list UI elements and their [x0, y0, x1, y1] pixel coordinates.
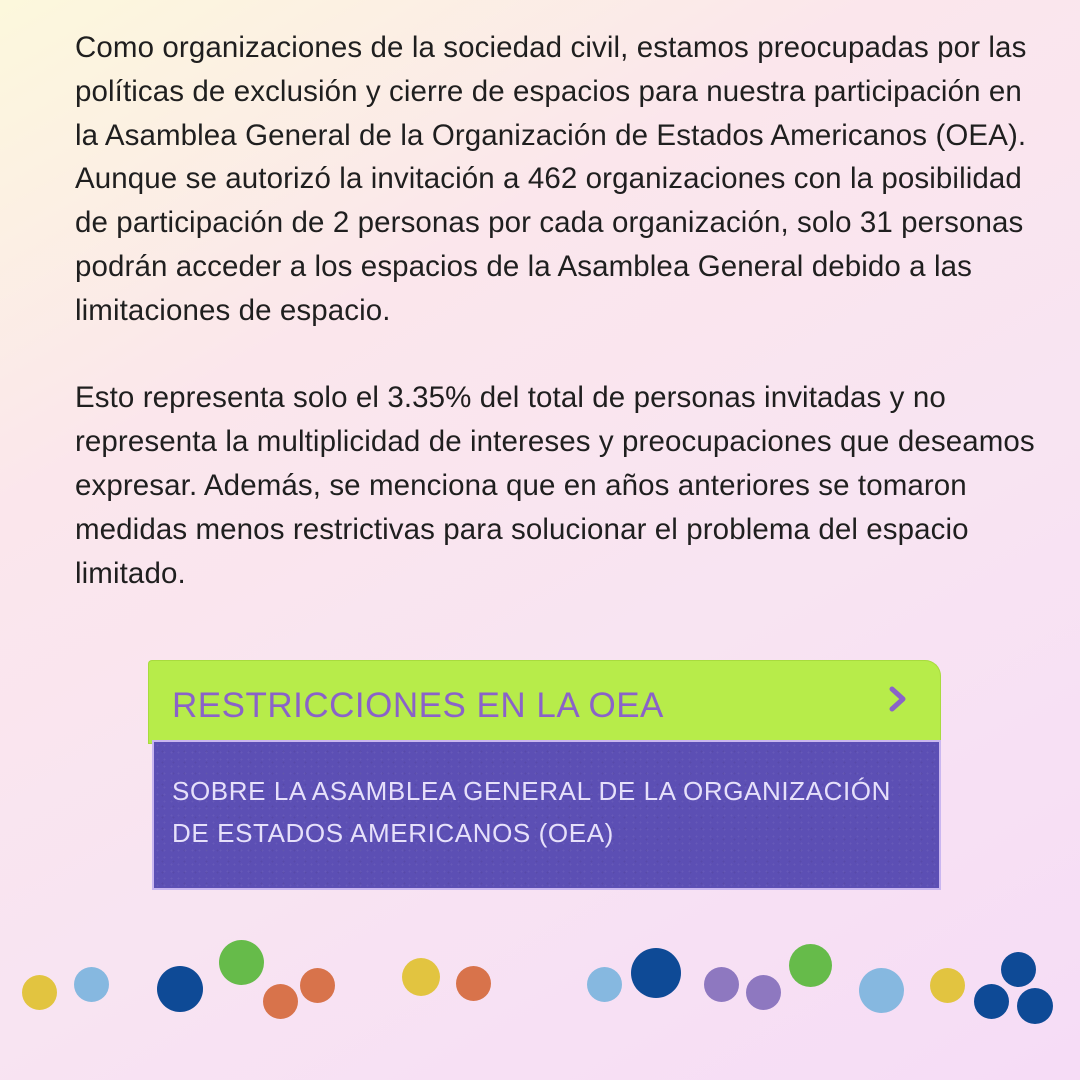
body-text: [75, 26, 1035, 595]
decorative-dot: [789, 944, 832, 987]
chevron-right-icon[interactable]: [889, 686, 907, 712]
decorative-dot: [859, 968, 904, 1013]
card-body: [152, 740, 941, 890]
paragraph-2: Esto representa solo el 3.35% del total de personas invitadas y no representa la multiplicidad de intereses y preocupaciones que deseamos expresar. Además, se menciona que en años anteriores se tomaron medidas menos restrictivas para solucionar el problema del espacio limitado.: [75, 381, 1035, 590]
decorative-dot: [1001, 952, 1036, 987]
card-title: RESTRICCIONES EN LA OEA: [172, 686, 664, 725]
card-subtitle: SOBRE LA ASAMBLEA GENERAL DE LA ORGANIZACIÓN DE ESTADOS AMERICANOS (OEA): [172, 776, 892, 848]
decorative-dot: [587, 967, 622, 1002]
decorative-dots: [0, 930, 1080, 1040]
decorative-dot: [22, 975, 57, 1010]
decorative-dot: [157, 966, 203, 1012]
decorative-dot: [746, 975, 781, 1010]
decorative-dot: [1017, 988, 1053, 1024]
card-header[interactable]: [148, 660, 941, 744]
decorative-dot: [704, 967, 739, 1002]
decorative-dot: [930, 968, 965, 1003]
decorative-dot: [300, 968, 335, 1003]
decorative-dot: [219, 940, 264, 985]
decorative-dot: [974, 984, 1009, 1019]
decorative-dot: [263, 984, 298, 1019]
decorative-dot: [631, 948, 681, 998]
decorative-dot: [402, 958, 440, 996]
restrictions-card[interactable]: [148, 660, 943, 895]
paragraph-1: Como organizaciones de la sociedad civil, estamos preocupadas por las políticas de exclusión y cierre de espacios para nuestra participación en la Asamblea General de la Organización de Estados Americanos (OEA). Aunque se autorizó la invitación a 462 organizaciones con la posibilidad de participación de 2 personas por cada organización, solo 31 personas podrán acceder a los espacios de la Asamblea General debido a las limitaciones de espacio.: [75, 31, 1027, 327]
decorative-dot: [74, 967, 109, 1002]
decorative-dot: [456, 966, 491, 1001]
